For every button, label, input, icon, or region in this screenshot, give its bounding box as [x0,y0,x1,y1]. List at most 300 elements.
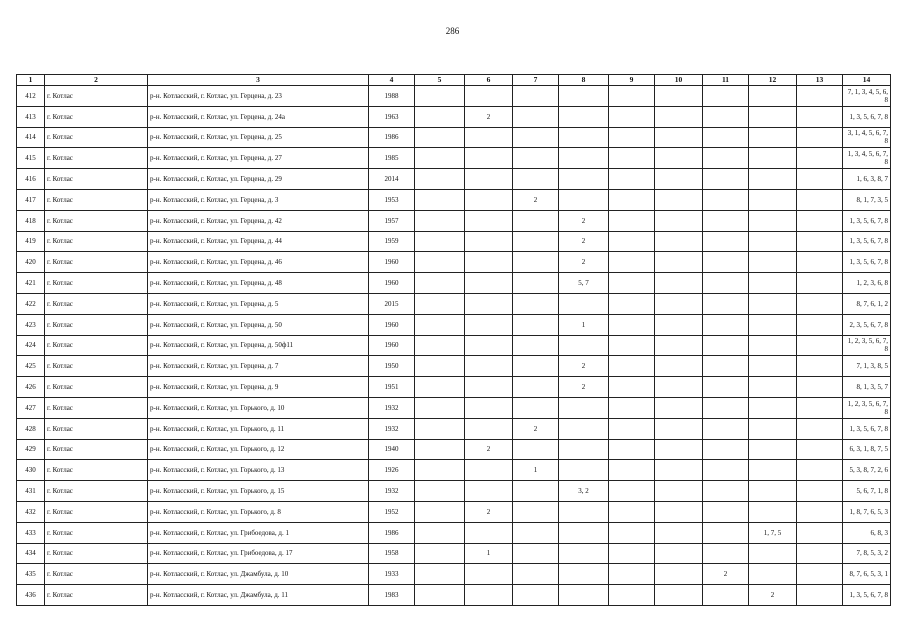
cell-address: р-н. Котласский, г. Котлас, ул. Джамбула, д. 10 [148,564,369,585]
cell-col-10 [655,522,703,543]
cell-col-9 [609,210,655,231]
cell-col-6 [465,127,513,148]
cell-col-8: 2 [559,231,609,252]
cell-col-7 [513,377,559,398]
cell-col-5 [415,231,465,252]
cell-col-9 [609,397,655,418]
cell-row-number: 420 [17,252,45,273]
cell-col-8: 2 [559,377,609,398]
cell-address: р-н. Котласский, г. Котлас, ул. Джамбула, д. 11 [148,585,369,606]
cell-col-5 [415,252,465,273]
cell-col-14: 3, 1, 4, 5, 6, 7, 8 [843,127,891,148]
cell-col-14: 8, 1, 7, 3, 5 [843,189,891,210]
table-row [17,252,891,273]
cell-col-12 [749,335,797,356]
column-header-13: 13 [797,75,843,86]
cell-col-6 [465,169,513,190]
cell-col-9 [609,335,655,356]
cell-year: 1953 [369,189,415,210]
cell-col-8 [559,460,609,481]
cell-col-12 [749,169,797,190]
cell-year: 1959 [369,231,415,252]
cell-city: г. Котлас [45,189,148,210]
cell-col-13 [797,252,843,273]
cell-col-5 [415,585,465,606]
cell-col-6: 2 [465,106,513,127]
cell-col-5 [415,397,465,418]
table-row [17,585,891,606]
cell-col-6: 2 [465,439,513,460]
column-header-12: 12 [749,75,797,86]
cell-city: г. Котлас [45,127,148,148]
cell-city: г. Котлас [45,252,148,273]
cell-col-11 [703,543,749,564]
cell-row-number: 422 [17,293,45,314]
cell-col-11 [703,210,749,231]
cell-col-7: 2 [513,418,559,439]
cell-col-12 [749,189,797,210]
cell-col-5 [415,564,465,585]
table-row [17,231,891,252]
cell-col-9 [609,564,655,585]
cell-col-14: 1, 3, 4, 5, 6, 7, 8 [843,148,891,169]
column-header-3: 3 [148,75,369,86]
cell-col-9 [609,439,655,460]
cell-row-number: 435 [17,564,45,585]
cell-col-9 [609,86,655,107]
cell-year: 1926 [369,460,415,481]
cell-col-6: 1 [465,543,513,564]
cell-address: р-н. Котласский, г. Котлас, ул. Герцена, д. 29 [148,169,369,190]
cell-col-11 [703,377,749,398]
cell-row-number: 418 [17,210,45,231]
cell-city: г. Котлас [45,231,148,252]
cell-col-14: 1, 2, 3, 5, 6, 7, 8 [843,397,891,418]
cell-col-7 [513,481,559,502]
cell-col-6 [465,481,513,502]
cell-col-10 [655,460,703,481]
cell-col-12 [749,377,797,398]
cell-row-number: 425 [17,356,45,377]
cell-col-14: 8, 7, 6, 5, 3, 1 [843,564,891,585]
cell-year: 1940 [369,439,415,460]
cell-col-7 [513,564,559,585]
cell-col-10 [655,252,703,273]
cell-row-number: 436 [17,585,45,606]
cell-col-10 [655,169,703,190]
cell-col-10 [655,293,703,314]
table-row [17,148,891,169]
cell-city: г. Котлас [45,314,148,335]
table-row [17,356,891,377]
cell-col-13 [797,293,843,314]
cell-col-13 [797,460,843,481]
cell-col-10 [655,273,703,294]
cell-col-5 [415,418,465,439]
cell-city: г. Котлас [45,439,148,460]
cell-col-13 [797,585,843,606]
cell-col-5 [415,501,465,522]
cell-col-13 [797,210,843,231]
cell-year: 1986 [369,522,415,543]
cell-col-6 [465,585,513,606]
cell-address: р-н. Котласский, г. Котлас, ул. Горького, д. 12 [148,439,369,460]
cell-col-9 [609,169,655,190]
cell-col-12: 1, 7, 5 [749,522,797,543]
table-row [17,460,891,481]
cell-col-7 [513,397,559,418]
cell-col-12 [749,210,797,231]
cell-col-13 [797,273,843,294]
cell-col-5 [415,481,465,502]
cell-col-7 [513,86,559,107]
table-row [17,127,891,148]
cell-col-12 [749,564,797,585]
cell-col-12 [749,148,797,169]
cell-col-7 [513,106,559,127]
cell-col-10 [655,439,703,460]
table-row [17,522,891,543]
table-row [17,86,891,107]
cell-col-7 [513,439,559,460]
cell-col-5 [415,439,465,460]
cell-col-10 [655,335,703,356]
column-header-10: 10 [655,75,703,86]
cell-row-number: 421 [17,273,45,294]
cell-col-10 [655,418,703,439]
cell-col-5 [415,460,465,481]
cell-col-12 [749,418,797,439]
cell-col-12 [749,293,797,314]
cell-col-8 [559,397,609,418]
cell-city: г. Котлас [45,460,148,481]
cell-city: г. Котлас [45,356,148,377]
cell-col-8: 5, 7 [559,273,609,294]
cell-year: 2014 [369,169,415,190]
cell-col-10 [655,564,703,585]
table-body [17,86,891,606]
cell-col-5 [415,169,465,190]
cell-col-13 [797,148,843,169]
cell-col-9 [609,460,655,481]
cell-col-5 [415,356,465,377]
cell-col-8: 2 [559,252,609,273]
cell-col-8: 2 [559,356,609,377]
cell-year: 1952 [369,501,415,522]
cell-city: г. Котлас [45,522,148,543]
cell-col-6 [465,460,513,481]
cell-col-7 [513,252,559,273]
cell-col-12 [749,273,797,294]
cell-year: 1951 [369,377,415,398]
cell-col-9 [609,481,655,502]
cell-address: р-н. Котласский, г. Котлас, ул. Герцена, д. 25 [148,127,369,148]
table-row [17,564,891,585]
cell-col-6 [465,293,513,314]
cell-col-5 [415,189,465,210]
cell-col-8 [559,148,609,169]
cell-col-6 [465,189,513,210]
cell-row-number: 419 [17,231,45,252]
cell-city: г. Котлас [45,210,148,231]
cell-col-12 [749,543,797,564]
cell-col-14: 7, 8, 5, 3, 2 [843,543,891,564]
cell-address: р-н. Котласский, г. Котлас, ул. Герцена, д. 42 [148,210,369,231]
cell-col-7 [513,356,559,377]
cell-col-8 [559,86,609,107]
cell-row-number: 414 [17,127,45,148]
cell-col-13 [797,439,843,460]
cell-col-13 [797,169,843,190]
cell-row-number: 413 [17,106,45,127]
cell-col-9 [609,148,655,169]
cell-col-10 [655,148,703,169]
cell-col-5 [415,314,465,335]
cell-city: г. Котлас [45,169,148,190]
cell-year: 1960 [369,273,415,294]
cell-col-10 [655,189,703,210]
cell-city: г. Котлас [45,543,148,564]
cell-col-11 [703,356,749,377]
cell-col-6 [465,356,513,377]
cell-col-9 [609,522,655,543]
cell-col-11 [703,439,749,460]
cell-col-7 [513,335,559,356]
cell-col-14: 6, 3, 1, 8, 7, 5 [843,439,891,460]
table-row [17,335,891,356]
cell-col-9 [609,293,655,314]
cell-city: г. Котлас [45,564,148,585]
cell-col-13 [797,418,843,439]
cell-year: 1960 [369,252,415,273]
cell-col-10 [655,585,703,606]
cell-address: р-н. Котласский, г. Котлас, ул. Герцена, д. 44 [148,231,369,252]
cell-year: 1985 [369,148,415,169]
cell-address: р-н. Котласский, г. Котлас, ул. Грибоедова, д. 1 [148,522,369,543]
cell-year: 1958 [369,543,415,564]
cell-col-14: 1, 3, 5, 6, 7, 8 [843,252,891,273]
table-row [17,106,891,127]
cell-year: 1988 [369,86,415,107]
cell-col-7 [513,127,559,148]
cell-row-number: 416 [17,169,45,190]
cell-col-7 [513,210,559,231]
cell-col-6 [465,210,513,231]
column-header-6: 6 [465,75,513,86]
cell-col-5 [415,522,465,543]
cell-row-number: 428 [17,418,45,439]
cell-address: р-н. Котласский, г. Котлас, ул. Герцена, д. 50ф11 [148,335,369,356]
cell-col-10 [655,231,703,252]
table-row [17,397,891,418]
table-row [17,169,891,190]
cell-row-number: 432 [17,501,45,522]
page-number: 286 [445,26,460,36]
cell-col-14: 1, 6, 3, 8, 7 [843,169,891,190]
header-row [17,75,891,86]
cell-col-8 [559,522,609,543]
cell-row-number: 427 [17,397,45,418]
cell-col-5 [415,293,465,314]
cell-col-12 [749,106,797,127]
cell-col-12 [749,501,797,522]
column-header-2: 2 [45,75,148,86]
cell-col-10 [655,397,703,418]
cell-col-6 [465,335,513,356]
cell-year: 1960 [369,314,415,335]
cell-col-6 [465,522,513,543]
cell-col-9 [609,273,655,294]
cell-year: 1950 [369,356,415,377]
cell-year: 1957 [369,210,415,231]
cell-col-9 [609,501,655,522]
cell-col-11 [703,148,749,169]
cell-col-8 [559,106,609,127]
cell-col-14: 1, 3, 5, 6, 7, 8 [843,106,891,127]
cell-col-6 [465,397,513,418]
cell-row-number: 412 [17,86,45,107]
cell-row-number: 430 [17,460,45,481]
cell-col-5 [415,148,465,169]
cell-col-11 [703,169,749,190]
cell-row-number: 429 [17,439,45,460]
cell-col-9 [609,252,655,273]
cell-col-10 [655,86,703,107]
cell-col-12 [749,460,797,481]
cell-col-10 [655,501,703,522]
cell-col-11: 2 [703,564,749,585]
cell-col-14: 7, 1, 3, 8, 5 [843,356,891,377]
cell-col-10 [655,543,703,564]
cell-address: р-н. Котласский, г. Котлас, ул. Герцена, д. 50 [148,314,369,335]
cell-col-14: 2, 3, 5, 6, 7, 8 [843,314,891,335]
cell-row-number: 426 [17,377,45,398]
cell-col-5 [415,273,465,294]
cell-col-6 [465,231,513,252]
cell-city: г. Котлас [45,273,148,294]
cell-col-9 [609,356,655,377]
cell-col-14: 1, 3, 5, 6, 7, 8 [843,210,891,231]
cell-col-7 [513,148,559,169]
cell-col-8 [559,189,609,210]
cell-year: 1932 [369,418,415,439]
cell-year: 1960 [369,335,415,356]
cell-col-7 [513,585,559,606]
cell-col-7 [513,273,559,294]
cell-col-13 [797,106,843,127]
cell-city: г. Котлас [45,86,148,107]
cell-col-5 [415,210,465,231]
cell-col-5 [415,377,465,398]
cell-city: г. Котлас [45,377,148,398]
cell-col-9 [609,418,655,439]
cell-col-13 [797,564,843,585]
cell-col-11 [703,501,749,522]
cell-col-8 [559,585,609,606]
cell-col-5 [415,106,465,127]
cell-col-6 [465,148,513,169]
cell-year: 2015 [369,293,415,314]
cell-col-13 [797,189,843,210]
table-row [17,439,891,460]
cell-col-5 [415,86,465,107]
cell-col-10 [655,106,703,127]
cell-col-6 [465,418,513,439]
cell-col-5 [415,127,465,148]
cell-row-number: 434 [17,543,45,564]
cell-col-13 [797,481,843,502]
cell-col-12 [749,397,797,418]
cell-col-8 [559,543,609,564]
cell-row-number: 424 [17,335,45,356]
cell-col-8 [559,418,609,439]
cell-col-7 [513,501,559,522]
cell-col-11 [703,585,749,606]
cell-address: р-н. Котласский, г. Котлас, ул. Герцена, д. 48 [148,273,369,294]
cell-address: р-н. Котласский, г. Котлас, ул. Горького, д. 11 [148,418,369,439]
cell-row-number: 431 [17,481,45,502]
cell-col-10 [655,127,703,148]
cell-col-7: 2 [513,189,559,210]
cell-col-13 [797,522,843,543]
cell-col-9 [609,543,655,564]
cell-col-6 [465,273,513,294]
table-row [17,314,891,335]
cell-address: р-н. Котласский, г. Котлас, ул. Горького, д. 15 [148,481,369,502]
cell-col-9 [609,314,655,335]
cell-year: 1932 [369,397,415,418]
cell-col-13 [797,231,843,252]
cell-col-12 [749,86,797,107]
cell-col-9 [609,189,655,210]
cell-col-5 [415,335,465,356]
cell-col-13 [797,335,843,356]
cell-col-14: 5, 3, 8, 7, 2, 6 [843,460,891,481]
cell-col-8 [559,335,609,356]
cell-col-8: 2 [559,210,609,231]
column-header-9: 9 [609,75,655,86]
cell-col-13 [797,127,843,148]
cell-city: г. Котлас [45,501,148,522]
cell-col-12 [749,127,797,148]
cell-col-12 [749,439,797,460]
cell-col-11 [703,106,749,127]
cell-city: г. Котлас [45,585,148,606]
cell-col-8 [559,564,609,585]
cell-row-number: 417 [17,189,45,210]
cell-col-14: 1, 2, 3, 6, 8 [843,273,891,294]
cell-address: р-н. Котласский, г. Котлас, ул. Грибоедова, д. 17 [148,543,369,564]
cell-col-14: 1, 3, 5, 6, 7, 8 [843,231,891,252]
column-header-4: 4 [369,75,415,86]
cell-col-8: 1 [559,314,609,335]
cell-year: 1933 [369,564,415,585]
cell-year: 1932 [369,481,415,502]
cell-address: р-н. Котласский, г. Котлас, ул. Герцена, д. 3 [148,189,369,210]
cell-year: 1986 [369,127,415,148]
column-header-5: 5 [415,75,465,86]
cell-col-10 [655,481,703,502]
cell-col-14: 8, 1, 3, 5, 7 [843,377,891,398]
cell-address: р-н. Котласский, г. Котлас, ул. Герцена, д. 46 [148,252,369,273]
cell-col-11 [703,252,749,273]
cell-col-14: 1, 2, 3, 5, 6, 7, 8 [843,335,891,356]
cell-col-8 [559,439,609,460]
cell-city: г. Котлас [45,148,148,169]
cell-col-11 [703,273,749,294]
table-row [17,481,891,502]
table-row [17,543,891,564]
